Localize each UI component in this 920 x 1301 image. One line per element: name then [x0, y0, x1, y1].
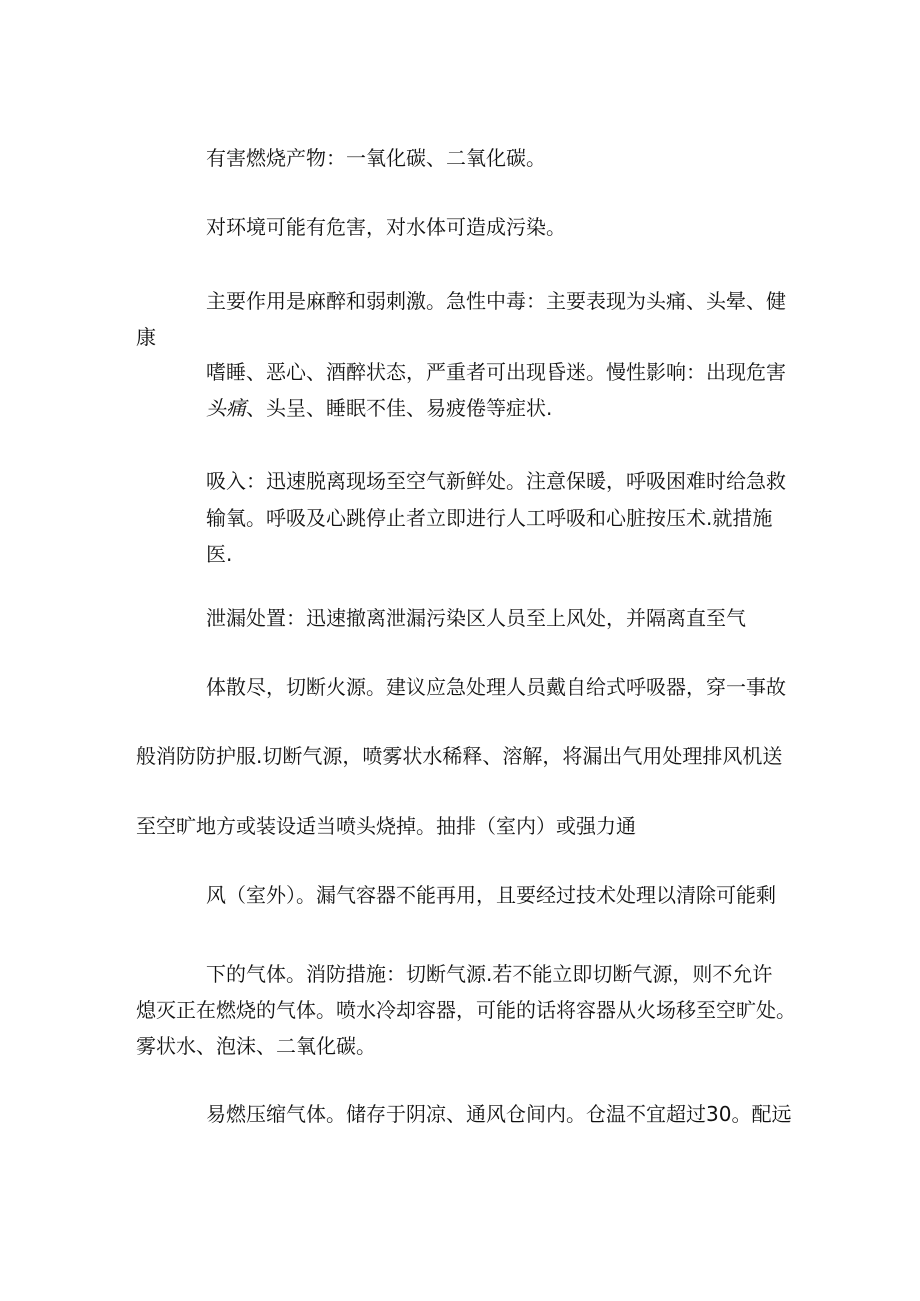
- text-line: 易燃压缩气体。储存于阴凉、通风仓间内。仓温不宜超过30。配远: [206, 1102, 792, 1126]
- text-line: 吸入：迅速脱离现场至空气新鲜处。注意保暖，呼吸困难时给急救: [206, 469, 786, 493]
- text-line: 熄灭正在燃烧的气体。喷水冷却容器，可能的话将容器从火场移至空旷处。: [136, 998, 796, 1022]
- text-line: 医.: [206, 542, 233, 566]
- text-line: [206, 394, 552, 422]
- italic-text: 头痛: [206, 396, 246, 420]
- text-line: 有害燃烧产物：一氧化碳、二氧化碳。: [206, 146, 546, 170]
- text-line: 般消防防护服.切断气源，喷雾状水稀释、溶解，将漏出气用处理排风机送: [136, 744, 783, 768]
- text-line: 下的气体。消防措施：切断气源.若不能立即切断气源，则不允许: [206, 962, 773, 986]
- text-line: 对环境可能有危害，对水体可造成污染。: [206, 215, 566, 239]
- text-line: 至空旷地方或装设适当喷头烧掉。抽排（室内）或强力通: [136, 814, 636, 838]
- text-line: 嗜睡、恶心、酒醉状态，严重者可出现昏迷。慢性影响：出现危害: [206, 360, 786, 384]
- text-line: 风（室外）。漏气容器不能再用，且要经过技术处理以清除可能剩: [206, 883, 776, 907]
- text-line: 输氧。呼吸及心跳停止者立即进行人工呼吸和心脏按压术.就措施: [206, 506, 773, 530]
- text-line: 雾状水、泡沫、二氧化碳。: [136, 1034, 376, 1058]
- text-line: 康: [136, 325, 156, 349]
- text-line: 泄漏处置：迅速撤离泄漏污染区人员至上风处，并隔离直至气: [206, 606, 746, 630]
- text-line: 体散尽，切断火源。建议应急处理人员戴自给式呼吸器，穿一事故: [206, 675, 786, 699]
- text-span: 、头呈、睡眠不佳、易疲倦等症状.: [246, 396, 553, 420]
- text-line: 主要作用是麻醉和弱刺激。急性中毒：主要表现为头痛、头晕、健: [206, 289, 786, 313]
